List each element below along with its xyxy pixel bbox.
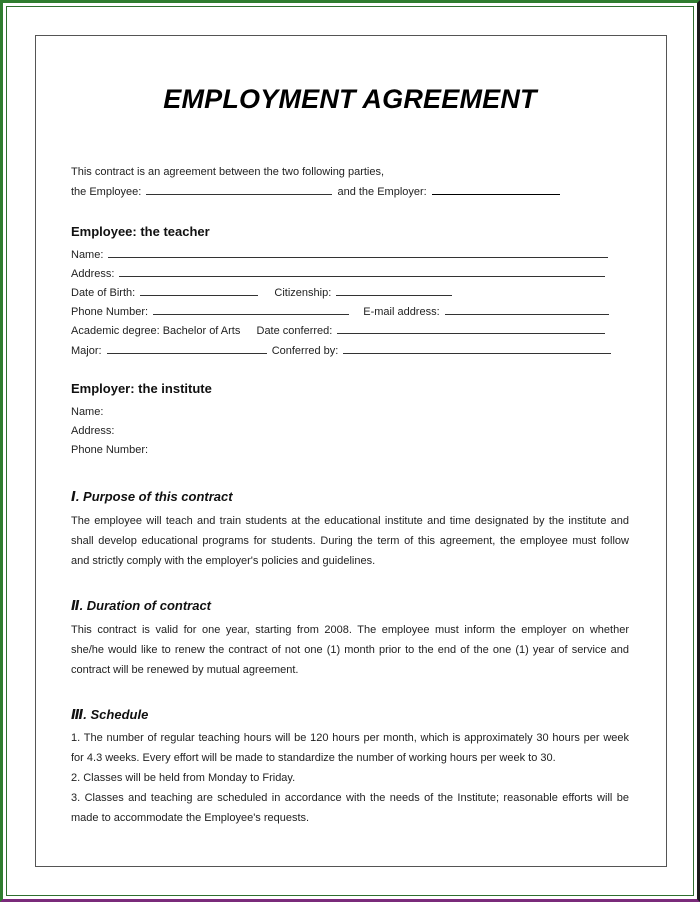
employee-degree-row — [71, 323, 607, 338]
employee-conferred-by-label: Conferred by: — [271, 345, 339, 357]
employee-conferred-by-field[interactable] — [343, 343, 611, 354]
employer-address-label: Address: — [71, 425, 115, 437]
purpose-line: The employee will teach and train students at the educational institute and time designated by the institute and — [71, 515, 629, 527]
employer-section-heading: Employer: the institute — [71, 381, 212, 396]
schedule-heading: Ⅲ. Schedule — [71, 707, 149, 722]
employee-name-label: Name: — [71, 249, 104, 261]
duration-line: contract will be renewed by mutual agreement. — [71, 664, 299, 676]
employer-party-label: and the Employer: — [337, 186, 427, 198]
employee-party-field[interactable] — [146, 184, 332, 195]
employer-party-field[interactable] — [432, 184, 560, 195]
schedule-line: 3. Classes and teaching are scheduled in accordance with the needs of the Institute; reasonable efforts will be — [71, 792, 629, 804]
intro-line: This contract is an agreement between the two following parties, — [71, 166, 385, 178]
employee-degree-label: Academic degree: Bachelor of Arts — [71, 325, 241, 337]
employee-email-field[interactable] — [445, 304, 609, 315]
employee-date-conferred-field[interactable] — [337, 323, 605, 334]
employee-major-row — [71, 343, 613, 358]
employee-address-row — [71, 266, 607, 281]
duration-line: she/he would like to renew the contract of not one (1) month prior to the end of the one (1) year of service and — [71, 644, 629, 656]
schedule-line: 2. Classes will be held from Monday to Friday. — [71, 772, 296, 784]
employee-dob-label: Date of Birth: — [71, 287, 136, 299]
employee-email-label: E-mail address: — [363, 306, 440, 318]
employee-phone-field[interactable] — [153, 304, 349, 315]
duration-line: This contract is valid for one year, starting from 2008. The employee must inform the employer on whether — [71, 624, 629, 636]
employee-dob-row — [71, 285, 454, 300]
employee-party-label: the Employee: — [71, 186, 142, 198]
employee-major-label: Major: — [71, 345, 102, 357]
duration-heading: Ⅱ. Duration of contract — [71, 598, 212, 613]
purpose-line: and strictly comply with the employer's policies and guidelines. — [71, 555, 376, 567]
employee-name-field[interactable] — [108, 247, 608, 258]
document-title: EMPLOYMENT AGREEMENT — [163, 84, 537, 114]
employee-citizenship-field[interactable] — [336, 285, 452, 296]
employee-date-conferred-label: Date conferred: — [256, 325, 333, 337]
employee-phone-label: Phone Number: — [71, 306, 149, 318]
employer-name-label: Name: — [71, 406, 104, 418]
intro-parties-line — [71, 184, 562, 199]
employee-major-field[interactable] — [107, 343, 267, 354]
schedule-paragraph — [71, 728, 629, 828]
purpose-heading: Ⅰ. Purpose of this contract — [71, 489, 233, 504]
purpose-line: shall develop educational programs for students. During the term of this agreement, the employee must follow — [71, 535, 629, 547]
employee-name-row — [71, 247, 610, 262]
purpose-paragraph — [71, 511, 629, 571]
employee-phone-row — [71, 304, 611, 319]
employer-phone-label: Phone Number: — [71, 444, 149, 456]
employee-address-field[interactable] — [119, 266, 605, 277]
employee-address-label: Address: — [71, 268, 115, 280]
employee-citizenship-label: Citizenship: — [274, 287, 332, 299]
schedule-line: 1. The number of regular teaching hours will be 120 hours per month, which is approximately 30 hours per week — [71, 732, 629, 744]
schedule-line: for 4.3 weeks. Every effort will be made to standardize the number of working hours per week to 30. — [71, 752, 556, 764]
duration-paragraph — [71, 620, 629, 680]
employee-section-heading: Employee: the teacher — [71, 224, 210, 239]
schedule-line: made to accommodate the Employee's requests. — [71, 812, 310, 824]
employee-dob-field[interactable] — [140, 285, 258, 296]
